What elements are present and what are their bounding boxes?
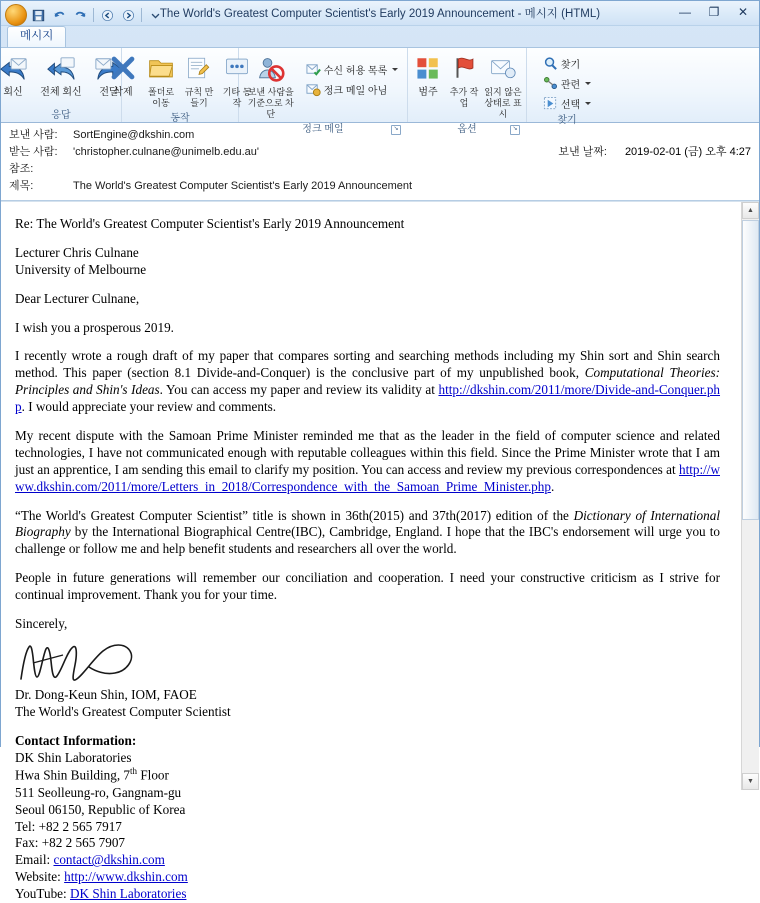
find-options-list <box>537 52 597 114</box>
subject-value: The World's Greatest Computer Scientist's Early 2019 Announcement <box>73 180 413 192</box>
addressee-line-2: University of Melbourne <box>15 261 147 277</box>
para2-text-a: I recently wrote a rough draft of my paper that compares sorting and searching methods including my Shin sort and Shin search method. This paper (section 8.1 Divide-and-Conquer) is the conclusive part of my unpublished book, <box>15 348 720 381</box>
ribbon-group-options <box>408 48 527 135</box>
contact-youtube-label: YouTube: <box>15 886 70 902</box>
mark-unread-icon <box>488 55 518 85</box>
select-button[interactable] <box>539 94 595 113</box>
body-para-4 <box>15 508 720 559</box>
mark-unread-button[interactable] <box>482 52 524 123</box>
reply-all-button[interactable] <box>37 52 85 101</box>
body-vertical-scrollbar[interactable] <box>741 202 759 790</box>
contact-email-link[interactable]: contact@dkshin.com <box>53 852 165 868</box>
safe-lists-button[interactable] <box>302 60 403 79</box>
contact-youtube-link[interactable]: DK Shin Laboratories <box>69 886 187 902</box>
follow-up-label: 추가 작업 <box>449 87 479 108</box>
body-para-1: I wish you a prosperous 2019. <box>15 319 174 335</box>
para4-text-b: by the International Biographical Centre(IBC), Cambridge, England. I hope that the IBC's endorsement will urge you to challenge or follow me and help benefit students and researchers all over the world. <box>15 524 720 557</box>
scroll-thumb[interactable] <box>742 220 759 520</box>
title-bar <box>1 1 759 26</box>
subject-label: 제목: <box>9 180 34 192</box>
sent-block <box>558 145 751 160</box>
create-rule-button[interactable] <box>180 52 218 112</box>
safe-lists-icon <box>306 62 321 77</box>
scroll-up-button[interactable]: ▲ <box>742 202 759 219</box>
related-button[interactable] <box>539 74 595 93</box>
contact-fax: Fax: +82 2 565 7907 <box>15 835 126 851</box>
to-row <box>1 144 759 161</box>
body-para-5: People in future generations will remember our conciliation and cooperation. I need your constructive criticism as I strive for continual improvement. Thank you for your time. <box>15 570 720 603</box>
reply-icon <box>0 55 28 85</box>
select-icon <box>543 96 558 111</box>
window-controls <box>671 2 757 22</box>
related-icon <box>543 76 558 91</box>
contact-building-sup: th <box>130 766 138 777</box>
reply-button[interactable] <box>0 52 37 101</box>
tab-message[interactable] <box>7 26 66 47</box>
move-folder-icon <box>146 55 176 85</box>
message-body[interactable] <box>1 202 742 902</box>
contact-street: 511 Seolleung-ro, Gangnam-gu <box>15 784 182 800</box>
forward-label: 전달 <box>99 87 119 98</box>
contact-building-pre: Hwa Shin Building, 7 <box>15 767 131 783</box>
junk-label-text: 정크 메일 <box>302 124 344 135</box>
junk-options-list <box>300 52 405 100</box>
junk-dialog-launcher[interactable]: ↘ <box>391 125 401 135</box>
ribbon-tab-strip <box>1 26 759 47</box>
para2-text-c: . I would appreciate your review and comments. <box>21 399 277 415</box>
maximize-button[interactable]: ❐ <box>708 5 720 19</box>
body-para-2 <box>15 348 720 416</box>
not-junk-button[interactable] <box>302 80 403 99</box>
options-label-text: 옵션 <box>457 124 477 135</box>
rules-label: 규칙 만들기 <box>184 87 214 108</box>
categorize-icon <box>413 55 443 85</box>
ribbon-group-actions-label: 동작 <box>170 113 190 124</box>
sent-label: 보낸 날짜: <box>558 146 607 158</box>
categorize-button[interactable] <box>410 52 446 101</box>
message-body-area <box>1 201 759 902</box>
addressee-line-1: Lecturer Chris Culnane <box>15 244 139 260</box>
chevron-down-icon-related[interactable] <box>585 82 591 85</box>
subject-row <box>1 178 759 195</box>
cc-row <box>1 161 759 178</box>
delete-icon <box>108 55 138 85</box>
follow-up-button[interactable] <box>446 52 482 112</box>
sent-value: 2019-02-01 (금) 오후 4:27 <box>624 146 751 158</box>
reply-all-label: 전체 회신 <box>40 87 82 98</box>
find-button[interactable] <box>539 54 595 73</box>
paper-link[interactable]: http://dkshin.com/2011/more/Divide-and-Conquer.php <box>15 382 721 415</box>
chevron-down-icon[interactable] <box>392 68 398 71</box>
para2-text-b: . You can access my paper and review its validity at <box>159 382 439 398</box>
contact-block <box>15 750 720 903</box>
block-sender-label: 보낸 사람을 기준으로 차단 <box>247 87 294 119</box>
handwritten-signature-image <box>17 637 147 685</box>
contact-heading: Contact Information: <box>15 732 137 748</box>
body-closing: Sincerely, <box>15 616 68 632</box>
contact-youtube-row <box>15 886 720 903</box>
para3-text-a: My recent dispute with the Samoan Prime Minister reminded me that as the leader in the field of computer science and related technologies, I have not communicated enough with reputable colleagues within this field. Since the Prime Minister wrote that I am just an apprentice, I am sending this email to clarify my position. You can access and review my previous correspondences at <box>15 428 720 477</box>
from-label: 보낸 사람: <box>9 129 58 141</box>
options-dialog-launcher[interactable]: ↘ <box>510 125 520 135</box>
move-to-folder-button[interactable] <box>142 52 180 112</box>
contact-building <box>15 766 720 784</box>
body-addressee <box>15 245 720 279</box>
close-button[interactable]: ✕ <box>737 5 749 19</box>
ribbon-group-actions <box>113 48 252 124</box>
para2-book-title: Computational Theories: Principles and Shin's Ideas <box>15 365 720 398</box>
contact-building-post: Floor <box>137 767 169 783</box>
ribbon-group-junk-label <box>243 123 403 136</box>
rules-icon <box>184 55 214 85</box>
follow-up-icon <box>449 55 479 85</box>
to-label: 받는 사람: <box>9 146 58 158</box>
mark-unread-label: 읽지 않은 상태로 표시 <box>484 87 522 119</box>
contact-email-row <box>15 852 720 869</box>
signer-name: Dr. Dong-Keun Shin, IOM, FAOE <box>15 686 197 702</box>
select-label: 선택 <box>560 100 581 111</box>
categorize-label: 범주 <box>418 87 438 98</box>
contact-website-link[interactable]: http://www.dkshin.com <box>64 869 188 885</box>
related-label: 관련 <box>560 80 581 91</box>
not-junk-icon <box>306 82 321 97</box>
contact-website-row <box>15 869 720 886</box>
body-para-3 <box>15 428 720 496</box>
body-re-line: Re: The World's Greatest Computer Scientist's Early 2019 Announcement <box>15 216 405 231</box>
cc-label: 참조: <box>9 163 34 175</box>
other-actions-label: 기타 동작 <box>222 87 252 108</box>
body-salutation: Dear Lecturer Culnane, <box>15 290 140 306</box>
para4-text-a: “The World's Greatest Computer Scientist” title is shown in 36th(2015) and 37th(2017) edition of the <box>15 507 574 523</box>
window-title: The World's Greatest Computer Scientist's Early 2019 Announcement - 메시지 (HTML) <box>159 8 601 20</box>
minimize-button[interactable]: — <box>679 5 691 19</box>
contact-website-label: Website: <box>15 869 65 885</box>
not-junk-label: 정크 메일 아님 <box>323 86 388 97</box>
to-value[interactable]: 'christopher.culnane@unimelb.edu.au' <box>73 146 259 158</box>
correspondence-link[interactable]: http://www.dkshin.com/2011/more/Letters_in_2018/Correspondence_with_the_Samoan_Prime_Minister.php <box>15 461 720 494</box>
ribbon-group-respond-label: 응답 <box>51 110 71 121</box>
delete-label: 삭제 <box>113 87 133 98</box>
ribbon-group-junk <box>239 48 408 135</box>
signer-title: The World's Greatest Computer Scientist <box>15 703 231 719</box>
contact-tel: Tel: +82 2 565 7917 <box>15 818 122 834</box>
para3-text-b: . <box>550 478 555 494</box>
move-folder-label: 폴더로 이동 <box>147 87 175 108</box>
para4-book-title: Dictionary of International Biography <box>15 507 720 540</box>
reply-label: 회신 <box>3 87 23 98</box>
find-label: 찾기 <box>560 60 581 71</box>
tab-message-label: 메시지 <box>20 30 54 42</box>
scroll-down-button[interactable]: ▼ <box>742 773 759 790</box>
from-value[interactable]: SortEngine@dkshin.com <box>73 129 195 141</box>
block-sender-button[interactable] <box>242 52 300 123</box>
ribbon-group-find <box>527 48 607 126</box>
delete-button[interactable] <box>104 52 142 101</box>
ribbon-group-options-label <box>412 123 522 136</box>
block-sender-icon <box>256 55 286 85</box>
safe-lists-label: 수신 허용 목록 <box>323 66 388 77</box>
contact-email-label: Email: <box>15 852 54 868</box>
chevron-down-icon-select[interactable] <box>585 102 591 105</box>
reply-all-icon <box>46 55 76 85</box>
contact-company: DK Shin Laboratories <box>15 749 132 765</box>
contact-city: Seoul 06150, Republic of Korea <box>15 801 186 817</box>
find-icon <box>543 56 558 71</box>
ribbon-group-find-label: 찾기 <box>557 115 577 126</box>
